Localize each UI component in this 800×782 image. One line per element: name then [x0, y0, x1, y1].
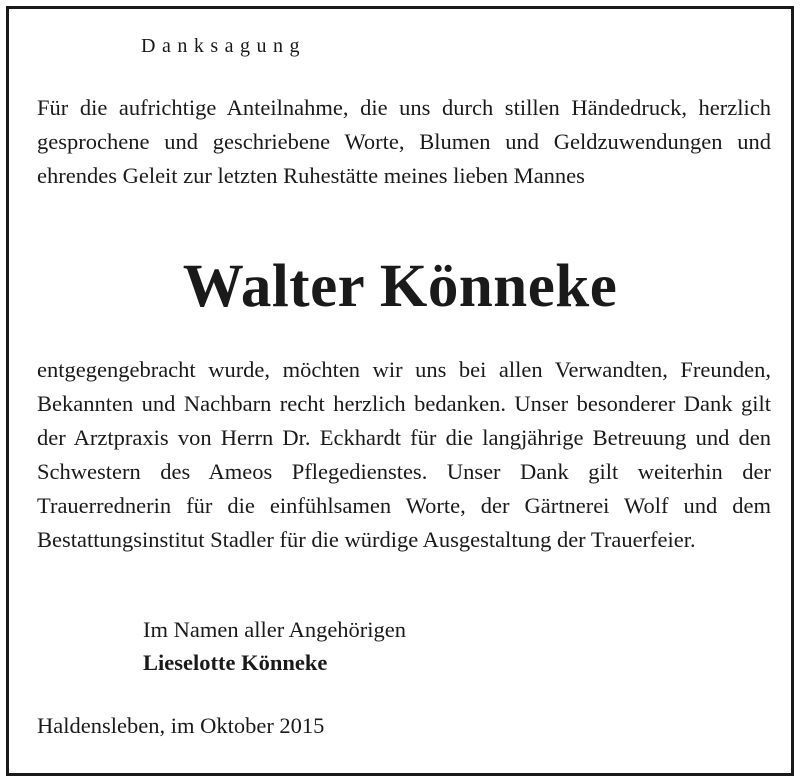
notice-frame [6, 6, 794, 776]
closing-line: Im Namen aller Angehörigen [143, 617, 407, 642]
place-date: Haldensleben, im Oktober 2015 [37, 713, 325, 738]
signer-name: Lieselotte Könneke [143, 650, 328, 675]
body-paragraph: entgegengebracht wurde, möchten wir uns bei allen Verwandten, Freunden, Bekannten und Nachbarn recht herzlich bedanken. Unser besonderer Dank gilt der Arztpraxis von Herrn Dr. Eckhardt für die langjährige Betreuung und den Schwestern des Ameos Pflegedienstes. Unser Dank gilt weiterhin der Trauerrednerin für die einfühlsamen Worte, der Gärtnerei Wolf und dem Bestattungsinstitut Stadler für die würdige Ausgestaltung der Trauerfeier. [37, 357, 771, 552]
obituary-notice [9, 9, 791, 773]
deceased-name: Walter Könneke [182, 253, 618, 320]
closing-block [143, 613, 406, 679]
notice-heading: Danksagung [141, 35, 306, 57]
intro-paragraph: Für die aufrichtige Anteilnahme, die uns durch stillen Händedruck, herzlich gesprochene und geschriebene Worte, Blumen und Geldzuwendungen und ehrendes Geleit zur letzten Ruhestätte meines lieben Mannes [37, 95, 771, 188]
